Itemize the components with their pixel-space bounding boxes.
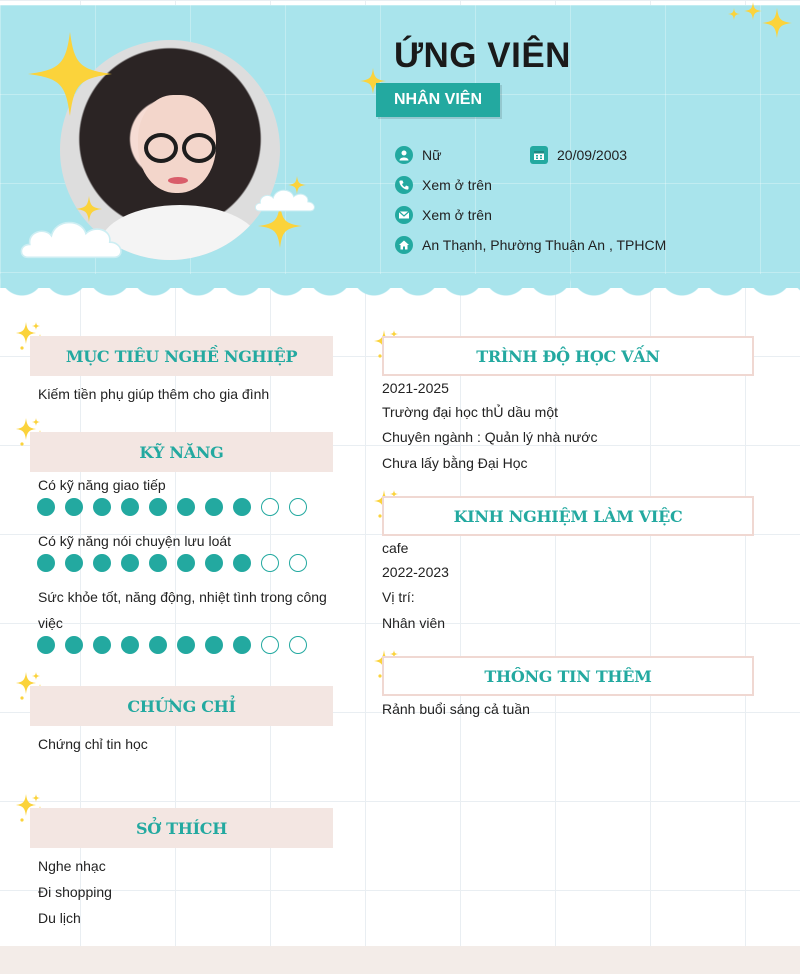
section-title-certificates: CHỨNG CHỈ bbox=[30, 686, 333, 726]
cloud-icon bbox=[254, 184, 318, 216]
rating-dot-filled bbox=[177, 636, 195, 654]
rating-dot-filled bbox=[93, 554, 111, 572]
experience-line: cafe bbox=[382, 540, 409, 556]
extra-text: Rảnh buổi sáng cả tuần bbox=[382, 701, 530, 717]
section-title-education: TRÌNH ĐỘ HỌC VẤN bbox=[382, 336, 754, 376]
education-line: Chuyên ngành : Quản lý nhà nước bbox=[382, 429, 598, 445]
rating-dot-empty bbox=[261, 554, 279, 572]
rating-dot-filled bbox=[37, 498, 55, 516]
section-title-experience: KINH NGHIỆM LÀM VIỆC bbox=[382, 496, 754, 536]
rating-dot-empty bbox=[261, 498, 279, 516]
education-line: Trường đại học thỦ dầu một bbox=[382, 404, 559, 420]
envelope-icon bbox=[395, 206, 413, 224]
section-title-skills: KỸ NĂNG bbox=[30, 432, 333, 472]
experience-line: Vị trí: bbox=[382, 589, 415, 605]
star-icon bbox=[744, 2, 762, 20]
gender-value: Nữ bbox=[422, 147, 442, 163]
rating-dot-filled bbox=[93, 498, 111, 516]
address-value: An Thạnh, Phường Thuận An , TPHCM bbox=[422, 237, 667, 253]
skill-label: Có kỹ năng nói chuyện lưu loát bbox=[38, 533, 232, 549]
rating-dot-filled bbox=[121, 636, 139, 654]
section-title-objective: MỤC TIÊU NGHỀ NGHIỆP bbox=[30, 336, 333, 376]
rating-dot-empty bbox=[261, 636, 279, 654]
home-icon bbox=[395, 236, 413, 254]
info-email bbox=[395, 206, 492, 224]
photo-glasses-right bbox=[182, 133, 216, 163]
cloud-icon bbox=[18, 212, 128, 266]
experience-line: 2022-2023 bbox=[382, 564, 449, 580]
rating-dot-filled bbox=[205, 554, 223, 572]
candidate-name: ỨNG VIÊN bbox=[394, 36, 571, 75]
rating-dot-empty bbox=[289, 636, 307, 654]
hobby-item: Nghe nhạc bbox=[38, 858, 106, 874]
star-icon bbox=[728, 8, 740, 20]
birthdate-value: 20/09/2003 bbox=[557, 147, 628, 163]
rating-dot-filled bbox=[205, 636, 223, 654]
rating-dot-filled bbox=[149, 498, 167, 516]
rating-dot-empty bbox=[289, 554, 307, 572]
info-birthdate bbox=[530, 146, 627, 164]
job-title-badge: NHÂN VIÊN bbox=[376, 83, 500, 117]
hobby-item: Đi shopping bbox=[38, 884, 112, 900]
calendar-icon bbox=[530, 146, 548, 164]
rating-dot-empty bbox=[289, 498, 307, 516]
rating-dot-filled bbox=[65, 554, 83, 572]
experience-line: Nhân viên bbox=[382, 615, 446, 631]
hobby-item: Du lịch bbox=[38, 910, 81, 926]
rating-dot-filled bbox=[233, 636, 251, 654]
certificate-text: Chứng chỉ tin học bbox=[38, 736, 148, 752]
info-address bbox=[395, 236, 666, 254]
rating-dot-filled bbox=[121, 554, 139, 572]
rating-dot-filled bbox=[37, 554, 55, 572]
footer-band bbox=[0, 946, 800, 974]
section-title-hobbies: SỞ THÍCH bbox=[30, 808, 333, 848]
skill-label bbox=[38, 584, 338, 636]
person-icon bbox=[395, 146, 413, 164]
rating-dot-filled bbox=[93, 636, 111, 654]
skill-rating bbox=[37, 498, 307, 516]
rating-dot-filled bbox=[121, 498, 139, 516]
skill-label-line: Sức khỏe tốt, năng động, nhiệt tình trong công bbox=[38, 589, 327, 605]
rating-dot-filled bbox=[37, 636, 55, 654]
rating-dot-filled bbox=[177, 554, 195, 572]
skill-rating bbox=[37, 554, 307, 572]
rating-dot-filled bbox=[149, 636, 167, 654]
header-scallop-edge bbox=[0, 274, 800, 296]
rating-dot-filled bbox=[65, 636, 83, 654]
photo-lips bbox=[168, 177, 188, 184]
section-title-extra: THÔNG TIN THÊM bbox=[382, 656, 754, 696]
education-line: Chưa lấy bằng Đại Học bbox=[382, 455, 528, 471]
photo-glasses-left bbox=[144, 133, 178, 163]
rating-dot-filled bbox=[65, 498, 83, 516]
rating-dot-filled bbox=[233, 554, 251, 572]
star-icon bbox=[28, 32, 112, 116]
skill-label-line: việc bbox=[38, 615, 63, 631]
rating-dot-filled bbox=[149, 554, 167, 572]
phone-value: Xem ở trên bbox=[422, 177, 492, 193]
star-icon bbox=[762, 8, 792, 38]
education-line: 2021-2025 bbox=[382, 380, 449, 396]
objective-text: Kiếm tiền phụ giúp thêm cho gia đình bbox=[38, 386, 270, 402]
rating-dot-filled bbox=[233, 498, 251, 516]
skill-label: Có kỹ năng giao tiếp bbox=[38, 477, 166, 493]
skill-rating bbox=[37, 636, 307, 654]
phone-icon bbox=[395, 176, 413, 194]
info-gender bbox=[395, 146, 441, 164]
rating-dot-filled bbox=[205, 498, 223, 516]
email-value: Xem ở trên bbox=[422, 207, 492, 223]
rating-dot-filled bbox=[177, 498, 195, 516]
info-phone bbox=[395, 176, 492, 194]
